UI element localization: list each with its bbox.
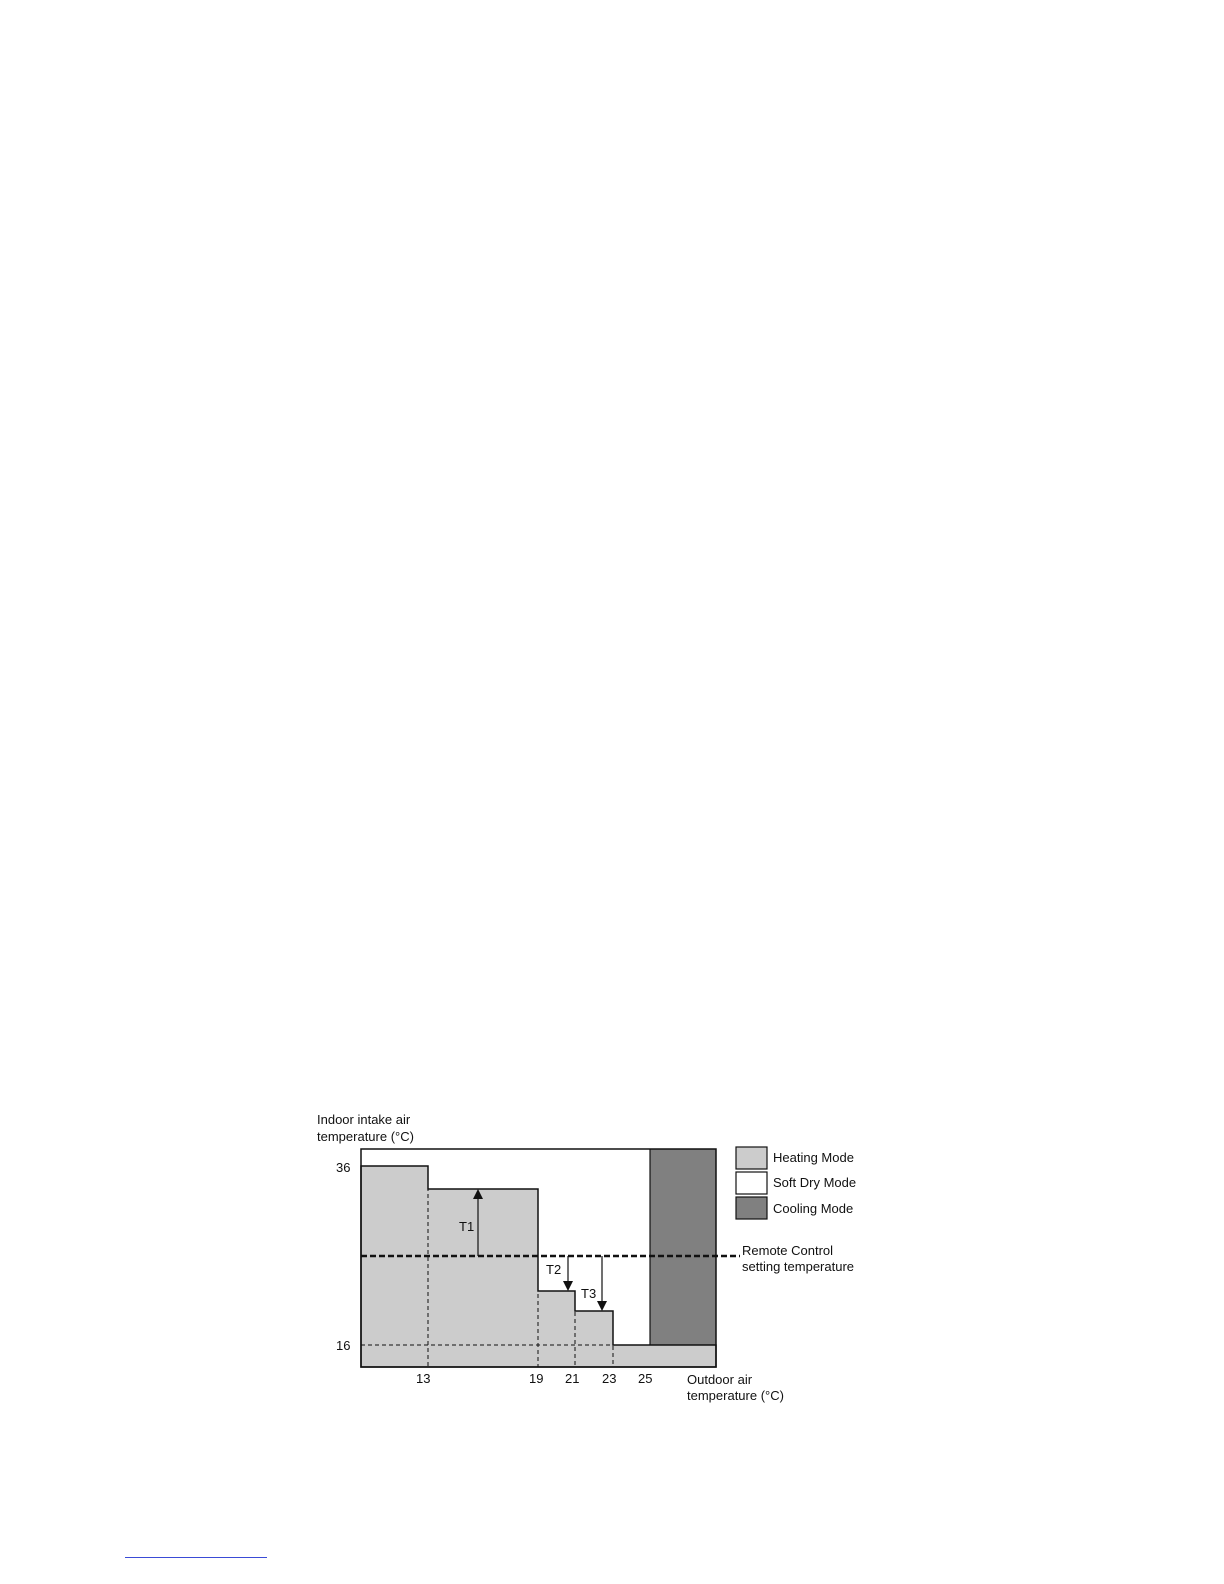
x-axis-title-line2: temperature (°C) bbox=[687, 1388, 784, 1403]
setpoint-label-line1: Remote Control bbox=[742, 1243, 834, 1258]
legend bbox=[736, 1147, 856, 1219]
x-tick-13: 13 bbox=[416, 1371, 431, 1386]
t1-label: T1 bbox=[459, 1219, 475, 1234]
y-tick-36: 36 bbox=[336, 1160, 351, 1175]
x-tick-25: 25 bbox=[638, 1371, 653, 1386]
legend-swatch-soft-dry bbox=[736, 1172, 767, 1194]
legend-label-soft-dry: Soft Dry Mode bbox=[773, 1175, 857, 1190]
t2-arrow bbox=[563, 1256, 573, 1291]
t3-arrow bbox=[597, 1256, 607, 1311]
y-tick-16: 16 bbox=[336, 1338, 351, 1353]
x-axis-title-line1: Outdoor air bbox=[687, 1372, 753, 1387]
y-axis-title-line2: temperature (°C) bbox=[317, 1129, 414, 1144]
legend-label-heating: Heating Mode bbox=[773, 1150, 854, 1165]
t3-label: T3 bbox=[581, 1286, 597, 1301]
x-tick-21: 21 bbox=[565, 1371, 580, 1386]
legend-swatch-heating bbox=[736, 1147, 767, 1169]
legend-label-cooling: Cooling Mode bbox=[773, 1201, 854, 1216]
cooling-mode-region bbox=[650, 1149, 716, 1345]
legend-swatch-cooling bbox=[736, 1197, 767, 1219]
setpoint-label-line2: setting temperature bbox=[742, 1259, 855, 1274]
x-tick-19: 19 bbox=[529, 1371, 544, 1386]
y-axis-title-line1: Indoor intake air bbox=[317, 1112, 411, 1127]
x-tick-23: 23 bbox=[602, 1371, 617, 1386]
footer-rule bbox=[125, 1557, 267, 1558]
t2-label: T2 bbox=[546, 1262, 562, 1277]
